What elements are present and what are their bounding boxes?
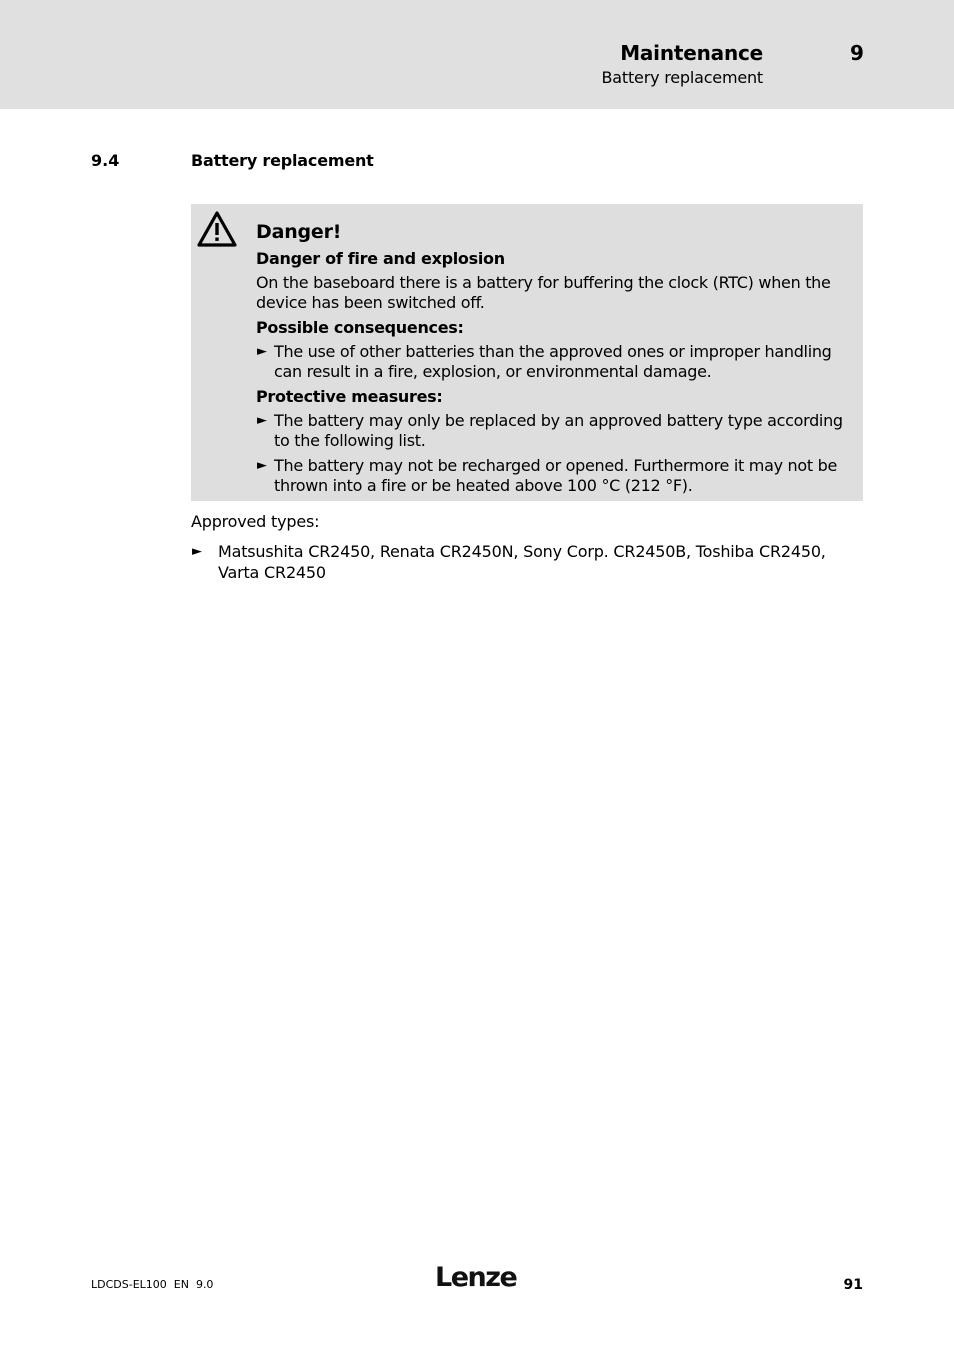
lenze-logo: Lenze (435, 1262, 517, 1293)
measure-item (256, 456, 856, 496)
consequence-text: The use of other batteries than the approved ones or improper handling can result in a fire, explosion, or environmental damage. (274, 342, 832, 381)
chapter-number: 9 (850, 41, 864, 65)
measure-text: The battery may not be recharged or opened. Furthermore it may not be thrown into a fire or be heated above 100 °C (212 °F). (274, 456, 838, 495)
approved-type-text: Matsushita CR2450, Renata CR2450N, Sony Corp. CR2450B, Toshiba CR2450, Varta CR2450 (218, 542, 826, 582)
bullet-arrow-icon: ► (192, 544, 202, 559)
page-number: 91 (843, 1277, 863, 1293)
bullet-arrow-icon: ► (257, 413, 267, 428)
measures-label: Protective measures: (256, 387, 443, 406)
consequence-item (256, 342, 856, 382)
danger-box (191, 204, 863, 501)
section-number: 9.4 (91, 151, 120, 170)
header-band (0, 0, 954, 109)
chapter-title: Maintenance (620, 41, 763, 65)
footer-doc-id-text: LDCDS-EL100 EN 9.0 (91, 1278, 214, 1291)
danger-content (256, 220, 856, 501)
warning-triangle-icon (196, 210, 238, 248)
bullet-arrow-icon: ► (257, 344, 267, 359)
bullet-arrow-icon: ► (257, 458, 267, 473)
danger-heading: Danger! (256, 221, 342, 243)
approved-types-list (191, 541, 863, 583)
approved-types-label: Approved types: (191, 512, 320, 531)
danger-subheading: Danger of fire and explosion (256, 249, 505, 268)
measure-item (256, 411, 856, 451)
list-item (191, 541, 863, 583)
chapter-subtitle: Battery replacement (601, 68, 763, 87)
footer-doc-id (91, 1278, 213, 1291)
consequences-label: Possible consequences: (256, 318, 464, 337)
measure-text: The battery may only be replaced by an approved battery type according to the following list. (274, 411, 843, 450)
section-title: Battery replacement (191, 151, 374, 170)
danger-description: On the baseboard there is a battery for buffering the clock (RTC) when the device has been switched off. (256, 273, 831, 312)
